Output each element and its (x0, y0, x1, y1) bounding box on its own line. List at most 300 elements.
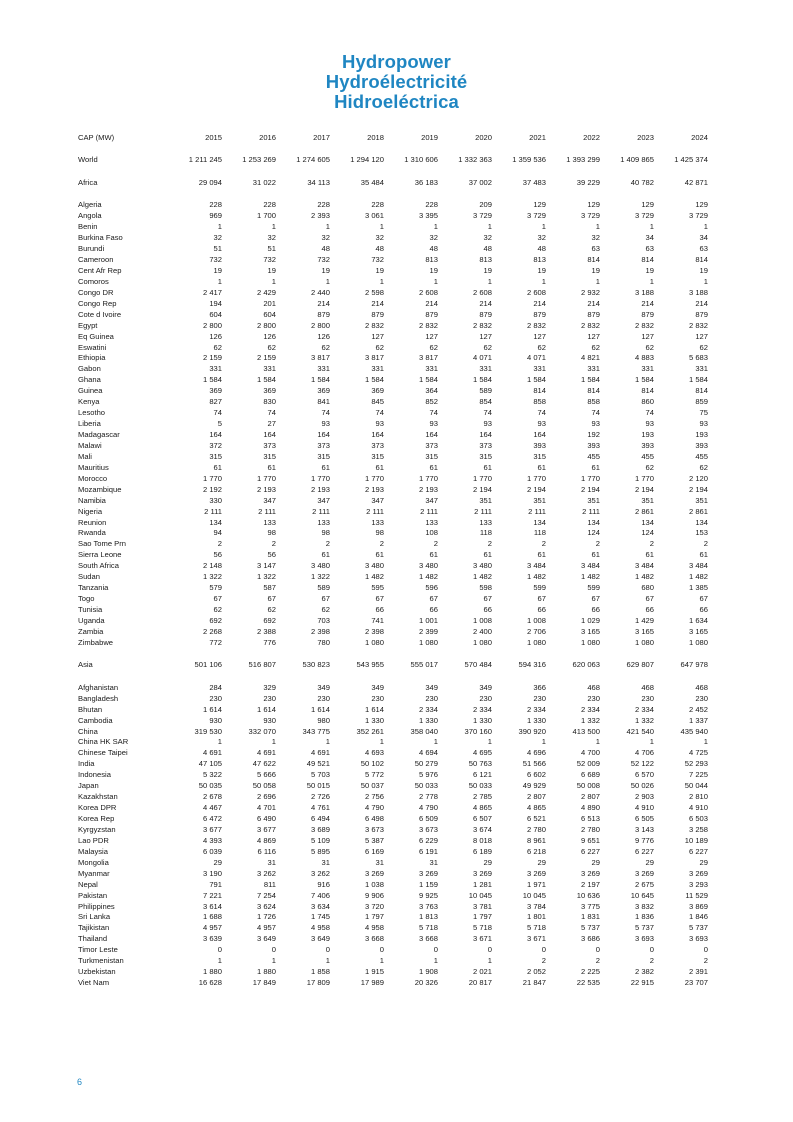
table-row (78, 408, 708, 419)
cell-value: 7 225 (688, 770, 708, 780)
cell-value: 1 (433, 276, 438, 286)
cell-value: 315 (533, 451, 546, 461)
cell-value: 2 832 (526, 320, 546, 330)
table-row (78, 847, 708, 858)
cell-value: 3 269 (526, 868, 546, 878)
cell-value: 3 269 (364, 868, 384, 878)
cell-value: 2 (487, 539, 492, 549)
table-row (78, 792, 708, 803)
cell-value: 4 691 (310, 748, 330, 758)
cell-value: 2 800 (310, 320, 330, 330)
cell-value: 164 (317, 430, 330, 440)
row-label: Burundi (78, 244, 105, 254)
cell-value: 4 790 (364, 803, 384, 813)
cell-value: 230 (263, 693, 276, 703)
cell-value: 10 636 (576, 890, 600, 900)
cell-value: 349 (479, 682, 492, 692)
cell-value: 1 (703, 276, 708, 286)
cell-value: 2 (595, 539, 600, 549)
cell-value: 31 (375, 857, 384, 867)
cell-value: 67 (591, 594, 600, 604)
cell-value: 56 (267, 550, 276, 560)
cell-value: 17 989 (360, 978, 384, 988)
cell-value: 421 540 (626, 726, 654, 736)
cell-value: 4 071 (472, 353, 492, 363)
cell-value: 2 111 (474, 506, 492, 516)
cell-value: 364 (425, 386, 438, 396)
cell-value: 3 269 (580, 868, 600, 878)
cell-value: 50 279 (414, 759, 438, 769)
cell-value: 3 269 (634, 868, 654, 878)
row-label: Rwanda (78, 528, 106, 538)
row-label: Bangladesh (78, 693, 119, 703)
header-year: 2018 (367, 133, 384, 142)
table-row (78, 638, 708, 649)
table-row (78, 321, 708, 332)
cell-value: 598 (479, 583, 492, 593)
cell-value: 1 080 (472, 637, 492, 647)
table-row (78, 759, 708, 770)
cell-value: 4 958 (364, 923, 384, 933)
cell-value: 0 (595, 945, 600, 955)
cell-value: 0 (217, 945, 222, 955)
cell-value: 6 121 (472, 770, 492, 780)
cell-value: 74 (483, 408, 492, 418)
table-row (78, 277, 708, 288)
cell-value: 347 (371, 495, 384, 505)
cell-value: 10 645 (630, 890, 654, 900)
cell-value: 129 (587, 200, 600, 210)
cell-value: 50 037 (360, 781, 384, 791)
cell-value: 134 (209, 517, 222, 527)
cell-value: 347 (263, 495, 276, 505)
row-label: South Africa (78, 561, 119, 571)
cell-value: 2 021 (472, 967, 492, 977)
cell-value: 5 737 (580, 923, 600, 933)
table-row (78, 923, 708, 934)
table-row (78, 397, 708, 408)
cell-value: 5 718 (472, 923, 492, 933)
cell-value: 29 (213, 857, 222, 867)
cell-value: 2 193 (310, 484, 330, 494)
table-row (78, 474, 708, 485)
cell-value: 4 957 (256, 923, 276, 933)
cell-value: 854 (479, 397, 492, 407)
row-label: Togo (78, 594, 95, 604)
row-label: Kazakhstan (78, 792, 118, 802)
cell-value: 6 472 (202, 814, 222, 824)
table-row (78, 803, 708, 814)
cell-value: 66 (591, 605, 600, 615)
cell-value: 780 (317, 637, 330, 647)
cell-value: 3 269 (418, 868, 438, 878)
cell-value: 10 189 (684, 835, 708, 845)
cell-value: 3 649 (256, 934, 276, 944)
cell-value: 61 (321, 550, 330, 560)
row-label: Sierra Leone (78, 550, 122, 560)
row-label: Africa (78, 177, 98, 187)
table-row (78, 222, 708, 233)
cell-value: 66 (375, 605, 384, 615)
cell-value: 6 498 (364, 814, 384, 824)
cell-value: 129 (533, 200, 546, 210)
cell-value: 127 (479, 331, 492, 341)
cell-value: 7 406 (310, 890, 330, 900)
table-row (78, 945, 708, 956)
table-row (78, 288, 708, 299)
cell-value: 3 614 (202, 901, 222, 911)
cell-value: 1 008 (526, 615, 546, 625)
cell-value: 228 (263, 200, 276, 210)
page-title (0, 52, 793, 112)
cell-value: 62 (645, 462, 654, 472)
cell-value: 17 809 (306, 978, 330, 988)
cell-value: 3 480 (472, 561, 492, 571)
cell-value: 2 932 (580, 287, 600, 297)
cell-value: 455 (587, 451, 600, 461)
cell-value: 2 120 (688, 473, 708, 483)
cell-value: 61 (213, 462, 222, 472)
table-row (78, 781, 708, 792)
cell-value: 1 584 (202, 375, 222, 385)
cell-value: 133 (425, 517, 438, 527)
cell-value: 4 869 (256, 835, 276, 845)
cell-value: 589 (317, 583, 330, 593)
cell-value: 1 482 (418, 572, 438, 582)
cell-value: 6 689 (580, 770, 600, 780)
cell-value: 1 330 (472, 715, 492, 725)
cell-value: 36 183 (414, 177, 438, 187)
table-row (78, 452, 708, 463)
cell-value: 62 (321, 605, 330, 615)
cell-value: 1 688 (202, 912, 222, 922)
cell-value: 19 (213, 265, 222, 275)
cell-value: 814 (533, 386, 546, 396)
cell-value: 370 160 (464, 726, 492, 736)
cell-value: 133 (479, 517, 492, 527)
row-label: World (78, 155, 98, 165)
table-row (78, 737, 708, 748)
table-row (78, 869, 708, 880)
cell-value: 63 (699, 244, 708, 254)
cell-value: 1 584 (418, 375, 438, 385)
row-label: Timor Leste (78, 945, 118, 955)
cell-value: 3 668 (418, 934, 438, 944)
cell-value: 3 729 (472, 211, 492, 221)
cell-value: 9 925 (418, 890, 438, 900)
cell-value: 93 (321, 419, 330, 429)
table-row (78, 441, 708, 452)
cell-value: 67 (213, 594, 222, 604)
cell-value: 8 961 (526, 835, 546, 845)
cell-value: 4 790 (418, 803, 438, 813)
cell-value: 3 480 (364, 561, 384, 571)
cell-value: 1 (271, 276, 276, 286)
cell-value: 4 701 (256, 803, 276, 813)
cell-value: 315 (425, 451, 438, 461)
cell-value: 2 861 (688, 506, 708, 516)
cell-value: 214 (479, 298, 492, 308)
cell-value: 1 770 (472, 473, 492, 483)
cell-value: 4 071 (526, 353, 546, 363)
cell-value: 67 (321, 594, 330, 604)
cell-value: 732 (263, 255, 276, 265)
cell-value: 1 584 (580, 375, 600, 385)
row-label: Tunisia (78, 605, 103, 615)
cell-value: 127 (425, 331, 438, 341)
row-label: Indonesia (78, 770, 111, 780)
cell-value: 4 693 (364, 748, 384, 758)
cell-value: 3 262 (310, 868, 330, 878)
cell-value: 61 (375, 550, 384, 560)
table-row (78, 375, 708, 386)
row-label: Myanmar (78, 868, 110, 878)
cell-value: 604 (209, 309, 222, 319)
cell-value: 393 (533, 440, 546, 450)
table-row (78, 880, 708, 891)
cell-value: 134 (641, 517, 654, 527)
cell-value: 1 770 (580, 473, 600, 483)
cell-value: 1 294 120 (350, 155, 384, 165)
cell-value: 22 915 (630, 978, 654, 988)
cell-value: 201 (263, 298, 276, 308)
row-label: Congo DR (78, 287, 114, 297)
cell-value: 93 (537, 419, 546, 429)
cell-value: 32 (591, 233, 600, 243)
cell-value: 1 (325, 956, 330, 966)
cell-value: 5 387 (364, 835, 384, 845)
cell-value: 772 (209, 637, 222, 647)
cell-value: 1 322 (202, 572, 222, 582)
cell-value: 2 159 (256, 353, 276, 363)
row-label: Comoros (78, 276, 109, 286)
cell-value: 859 (695, 397, 708, 407)
cell-value: 0 (271, 945, 276, 955)
cell-value: 1 584 (688, 375, 708, 385)
spacer-row (78, 144, 708, 156)
cell-value: 2 111 (312, 506, 330, 516)
cell-value: 369 (371, 386, 384, 396)
cell-value: 1 080 (526, 637, 546, 647)
cell-value: 164 (371, 430, 384, 440)
cell-value: 2 334 (526, 704, 546, 714)
cell-value: 2 452 (688, 704, 708, 714)
table-row (78, 726, 708, 737)
cell-value: 369 (209, 386, 222, 396)
row-label: Kenya (78, 397, 100, 407)
cell-value: 331 (209, 364, 222, 374)
cell-value: 1 332 (580, 715, 600, 725)
cell-value: 2 334 (472, 704, 492, 714)
cell-value: 2 800 (202, 320, 222, 330)
cell-value: 3 262 (256, 868, 276, 878)
cell-value: 50 763 (468, 759, 492, 769)
cell-value: 369 (263, 386, 276, 396)
cell-value: 814 (695, 255, 708, 265)
cell-value: 6 191 (418, 846, 438, 856)
row-label: Sri Lanka (78, 912, 111, 922)
cell-value: 1 385 (688, 583, 708, 593)
cell-value: 1 080 (634, 637, 654, 647)
cell-value: 596 (425, 583, 438, 593)
cell-value: 29 094 (198, 177, 222, 187)
cell-value: 50 044 (684, 781, 708, 791)
cell-value: 74 (645, 408, 654, 418)
cell-value: 134 (695, 517, 708, 527)
cell-value: 3 147 (256, 561, 276, 571)
cell-value: 6 494 (310, 814, 330, 824)
cell-value: 0 (703, 945, 708, 955)
row-label: Tajikistan (78, 923, 110, 933)
cell-value: 315 (371, 451, 384, 461)
cell-value: 214 (317, 298, 330, 308)
cell-value: 2 398 (310, 626, 330, 636)
cell-value: 214 (695, 298, 708, 308)
cell-value: 570 484 (464, 660, 492, 670)
table-row (78, 616, 708, 627)
header-year: 2021 (529, 133, 546, 142)
cell-value: 127 (533, 331, 546, 341)
cell-value: 3 480 (418, 561, 438, 571)
cell-value: 2 780 (526, 824, 546, 834)
cell-value: 1 359 536 (512, 155, 546, 165)
cell-value: 94 (213, 528, 222, 538)
row-label: Congo Rep (78, 298, 117, 308)
table-row (78, 200, 708, 211)
cell-value: 2 785 (472, 792, 492, 802)
cell-value: 32 (267, 233, 276, 243)
row-label: Bhutan (78, 704, 103, 714)
row-label: Morocco (78, 473, 108, 483)
cell-value: 2 111 (420, 506, 438, 516)
cell-value: 2 440 (310, 287, 330, 297)
table-row (78, 517, 708, 528)
header-year: 2023 (637, 133, 654, 142)
cell-value: 2 400 (472, 626, 492, 636)
cell-value: 4 696 (526, 748, 546, 758)
cell-value: 20 326 (414, 978, 438, 988)
cell-value: 1 770 (310, 473, 330, 483)
cell-value: 3 674 (472, 824, 492, 834)
cell-value: 393 (695, 440, 708, 450)
cell-value: 5 (217, 419, 222, 429)
page-number: 6 (77, 1077, 83, 1087)
cell-value: 67 (375, 594, 384, 604)
cell-value: 7 221 (202, 890, 222, 900)
table-row (78, 266, 708, 277)
cell-value: 3 484 (580, 561, 600, 571)
table-row (78, 967, 708, 978)
cell-value: 228 (209, 200, 222, 210)
cell-value: 741 (371, 615, 384, 625)
table-row (78, 550, 708, 561)
cell-value: 315 (209, 451, 222, 461)
table-row (78, 507, 708, 518)
cell-value: 3 671 (526, 934, 546, 944)
cell-value: 108 (425, 528, 438, 538)
cell-value: 50 035 (198, 781, 222, 791)
cell-value: 66 (537, 605, 546, 615)
cell-value: 3 677 (256, 824, 276, 834)
table-row (78, 583, 708, 594)
cell-value: 6 570 (634, 770, 654, 780)
cell-value: 830 (263, 397, 276, 407)
cell-value: 51 566 (522, 759, 546, 769)
cell-value: 2 861 (634, 506, 654, 516)
cell-value: 604 (263, 309, 276, 319)
cell-value: 3 634 (310, 901, 330, 911)
cell-value: 1 (217, 276, 222, 286)
cell-value: 373 (425, 440, 438, 450)
table-row (78, 627, 708, 638)
cell-value: 732 (371, 255, 384, 265)
cell-value: 3 624 (256, 901, 276, 911)
cell-value: 1 770 (256, 473, 276, 483)
cell-value: 29 (483, 857, 492, 867)
cell-value: 52 122 (630, 759, 654, 769)
cell-value: 860 (641, 397, 654, 407)
cell-value: 67 (483, 594, 492, 604)
cell-value: 930 (263, 715, 276, 725)
row-label: Pakistan (78, 890, 108, 900)
cell-value: 7 254 (256, 890, 276, 900)
cell-value: 3 293 (688, 879, 708, 889)
cell-value: 19 (591, 265, 600, 275)
cell-value: 6 513 (580, 814, 600, 824)
cell-value: 879 (425, 309, 438, 319)
row-label: Lao PDR (78, 835, 109, 845)
cell-value: 6 227 (688, 846, 708, 856)
cell-value: 692 (209, 615, 222, 625)
cell-value: 647 978 (680, 660, 708, 670)
cell-value: 587 (263, 583, 276, 593)
cell-value: 230 (425, 693, 438, 703)
cell-value: 164 (425, 430, 438, 440)
cell-value: 811 (263, 879, 276, 889)
cell-value: 193 (695, 430, 708, 440)
row-label: Asia (78, 660, 93, 670)
cell-value: 98 (267, 528, 276, 538)
cell-value: 129 (641, 200, 654, 210)
cell-value: 468 (641, 682, 654, 692)
cell-value: 543 955 (356, 660, 384, 670)
cell-value: 331 (533, 364, 546, 374)
row-label: Malawi (78, 440, 102, 450)
cell-value: 66 (429, 605, 438, 615)
cell-value: 331 (587, 364, 600, 374)
cell-value: 1 080 (364, 637, 384, 647)
cell-value: 1 614 (364, 704, 384, 714)
cell-value: 1 908 (418, 967, 438, 977)
cell-value: 32 (375, 233, 384, 243)
cell-value: 62 (699, 342, 708, 352)
cell-value: 34 113 (307, 177, 330, 187)
cell-value: 127 (695, 331, 708, 341)
capacity-table (78, 133, 708, 989)
cell-value: 4 761 (310, 803, 330, 813)
cell-value: 1 159 (418, 879, 438, 889)
cell-value: 61 (429, 550, 438, 560)
cell-value: 1 584 (364, 375, 384, 385)
cell-value: 468 (587, 682, 600, 692)
cell-value: 74 (213, 408, 222, 418)
cell-value: 331 (695, 364, 708, 374)
cell-value: 2 399 (418, 626, 438, 636)
cell-value: 230 (641, 693, 654, 703)
table-row (78, 332, 708, 343)
cell-value: 29 (645, 857, 654, 867)
row-label: Cambodia (78, 715, 113, 725)
